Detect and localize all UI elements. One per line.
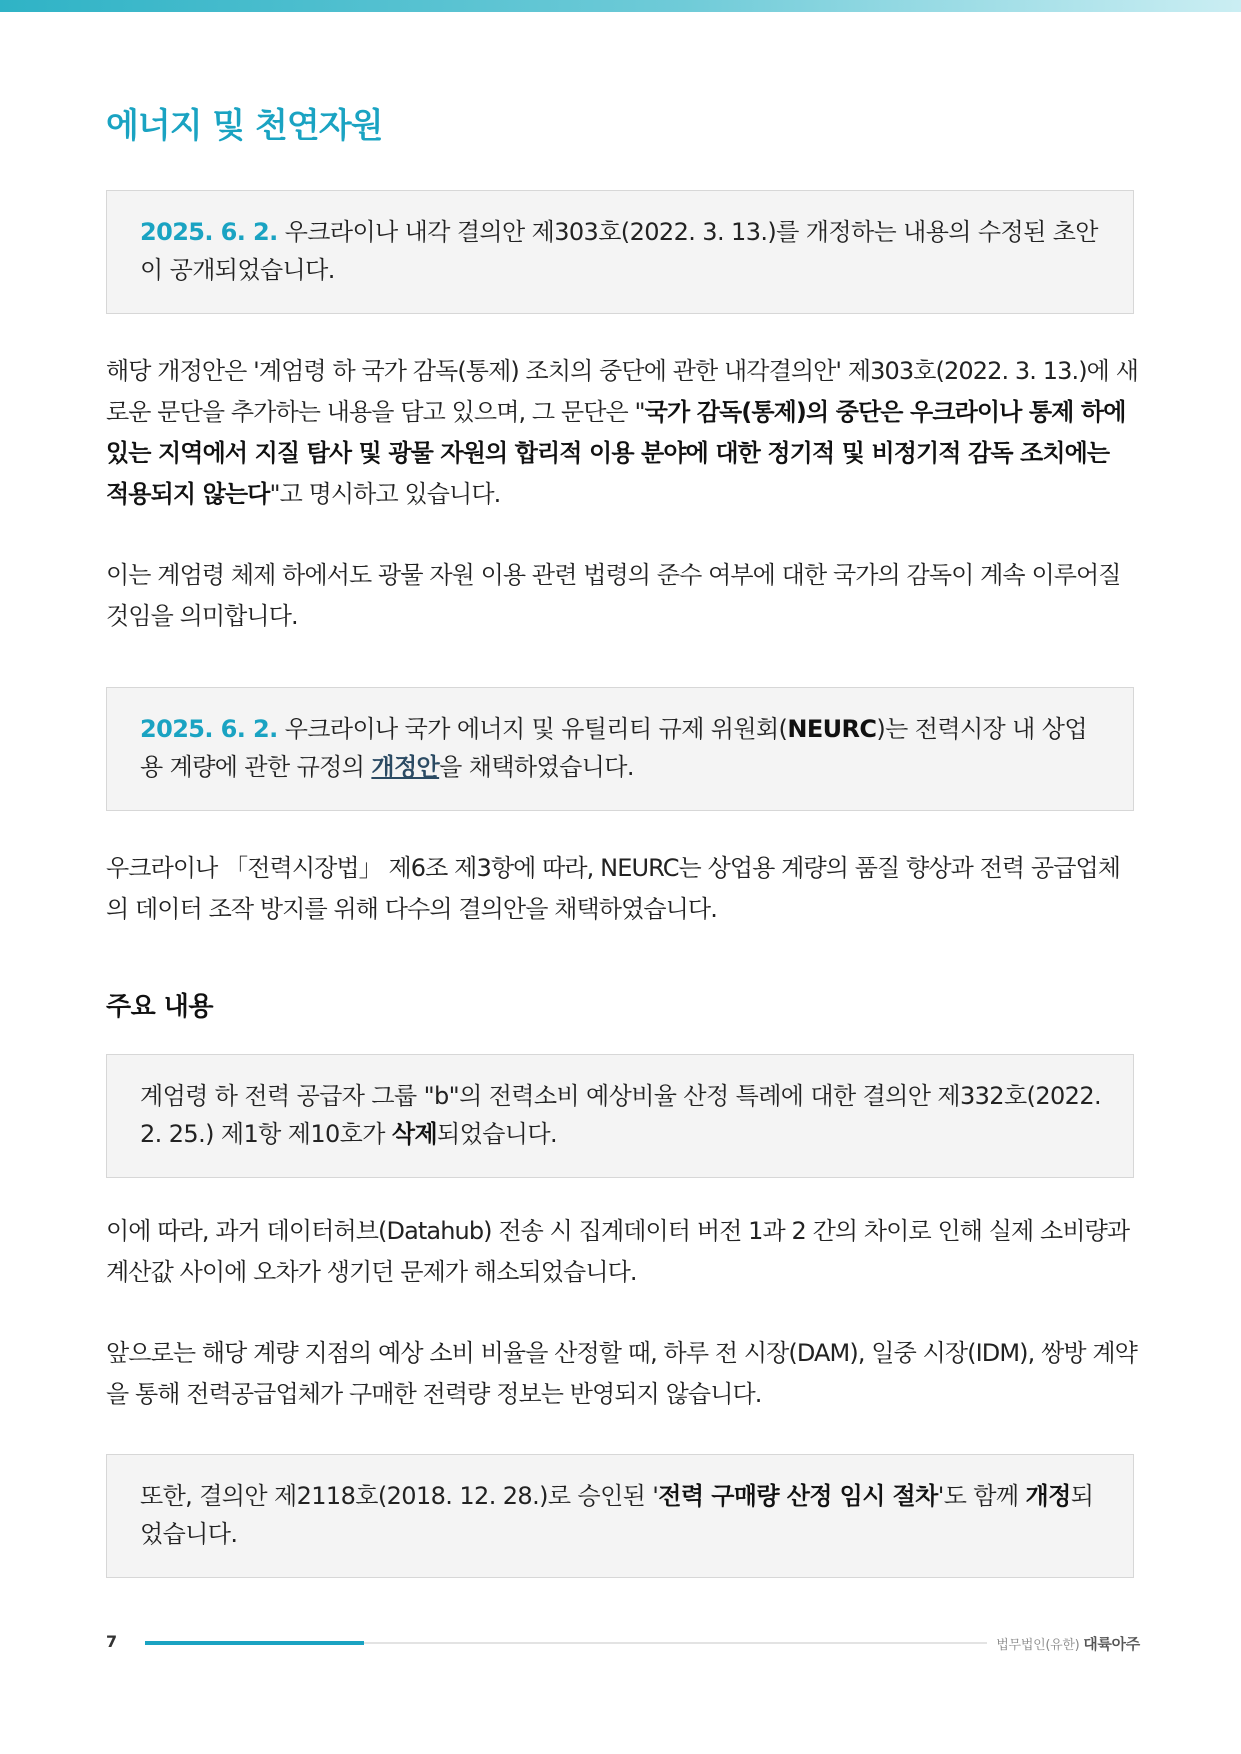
notice-text: 되었습니다. [140,1482,1094,1548]
notice-box-2 [106,687,1134,811]
notice-box-3 [106,1054,1134,1178]
reading-progress-bar [145,1641,364,1645]
paragraph-meaning: 이는 계엄령 체제 하에서도 광물 자원 이용 관련 법령의 준수 여부에 대한 국가의 감독이 계속 이루어질 것임을 의미합니다. [106,561,1121,630]
notice-emphasis: 개정 [1025,1482,1071,1510]
notice-box-1 [106,190,1134,314]
notice-box-4 [106,1454,1134,1578]
firm-prefix: 법무법인(유한) [996,1638,1084,1653]
paragraph-text: "고 명시하고 있습니다. [269,480,501,508]
paragraph-forecast: 앞으로는 해당 계량 지점의 예상 소비 비율을 산정할 때, 하루 전 시장(DAM), 일중 시장(IDM), 쌍방 계약을 통해 전력공급업체가 구매한 전력량 정보는 반영되지 않습니다. [106,1339,1137,1408]
page-number: 7 [106,1632,118,1651]
paragraph-emphasis: 국가 감독(통제)의 중단은 우크라이나 통제 하에 있는 지역에서 지질 탐사 및 광물 자원의 합리적 이용 분야에 대한 정기적 및 비정기적 감독 조치에는 적용되지 않는다 [106,398,1126,508]
notice-text: 우크라이나 국가 에너지 및 유틸리티 규제 위원회( [277,715,788,743]
notice-date: 2025. 6. 2. [140,715,278,743]
notice-text: 을 채택하였습니다. [439,753,634,781]
firm-brand [996,1633,1140,1654]
notice-emphasis: NEURC [787,715,877,743]
paragraph-amendment [106,351,1138,515]
notice-text: 되었습니다. [437,1120,557,1148]
amendment-link[interactable]: 개정안 [371,753,440,781]
notice-date: 2025. 6. 2. [140,218,278,246]
notice-text: 우크라이나 내각 결의안 제303호(2022. 3. 13.)를 개정하는 내용의 수정된 초안이 공개되었습니다. [140,218,1098,284]
notice-text: )는 전력시장 내 상업용 계량에 관한 규정의 [140,715,1087,781]
top-accent-bar [0,0,1241,12]
notice-text: 계엄령 하 전력 공급자 그룹 "b"의 전력소비 예상비율 산정 특례에 대한 결의안 제332호(2022. 2. 25.) 제1항 제10호가 [140,1082,1102,1148]
firm-name: 대륙아주 [1083,1635,1140,1653]
notice-emphasis: 삭제 [391,1120,438,1148]
paragraph-text: 해당 개정안은 '계엄령 하 국가 감독(통제) 조치의 중단에 관한 내각결의안' 제303호(2022. 3. 13.)에 새로운 문단을 추가하는 내용을 담고 있으며, 그 문단은 " [106,357,1138,426]
paragraph-datahub: 이에 따라, 과거 데이터허브(Datahub) 전송 시 집계데이터 버전 1과 2 간의 차이로 인해 실제 소비량과 계산값 사이에 오차가 생기던 문제가 해소되었습니다. [106,1217,1130,1286]
section-title: 에너지 및 천연자원 [106,106,383,146]
notice-text: 또한, 결의안 제2118호(2018. 12. 28.)로 승인된 ' [140,1482,659,1510]
paragraph-neurc: 우크라이나 「전력시장법」 제6조 제3항에 따라, NEURC는 상업용 계량의 품질 향상과 전력 공급업체의 데이터 조작 방지를 위해 다수의 결의안을 채택하였습니다. [106,854,1121,923]
notice-emphasis: 전력 구매량 산정 임시 절차 [658,1482,938,1510]
subhead-main-content: 주요 내용 [106,992,214,1022]
notice-text: '도 함께 [937,1482,1026,1510]
footer-divider [145,1642,987,1644]
